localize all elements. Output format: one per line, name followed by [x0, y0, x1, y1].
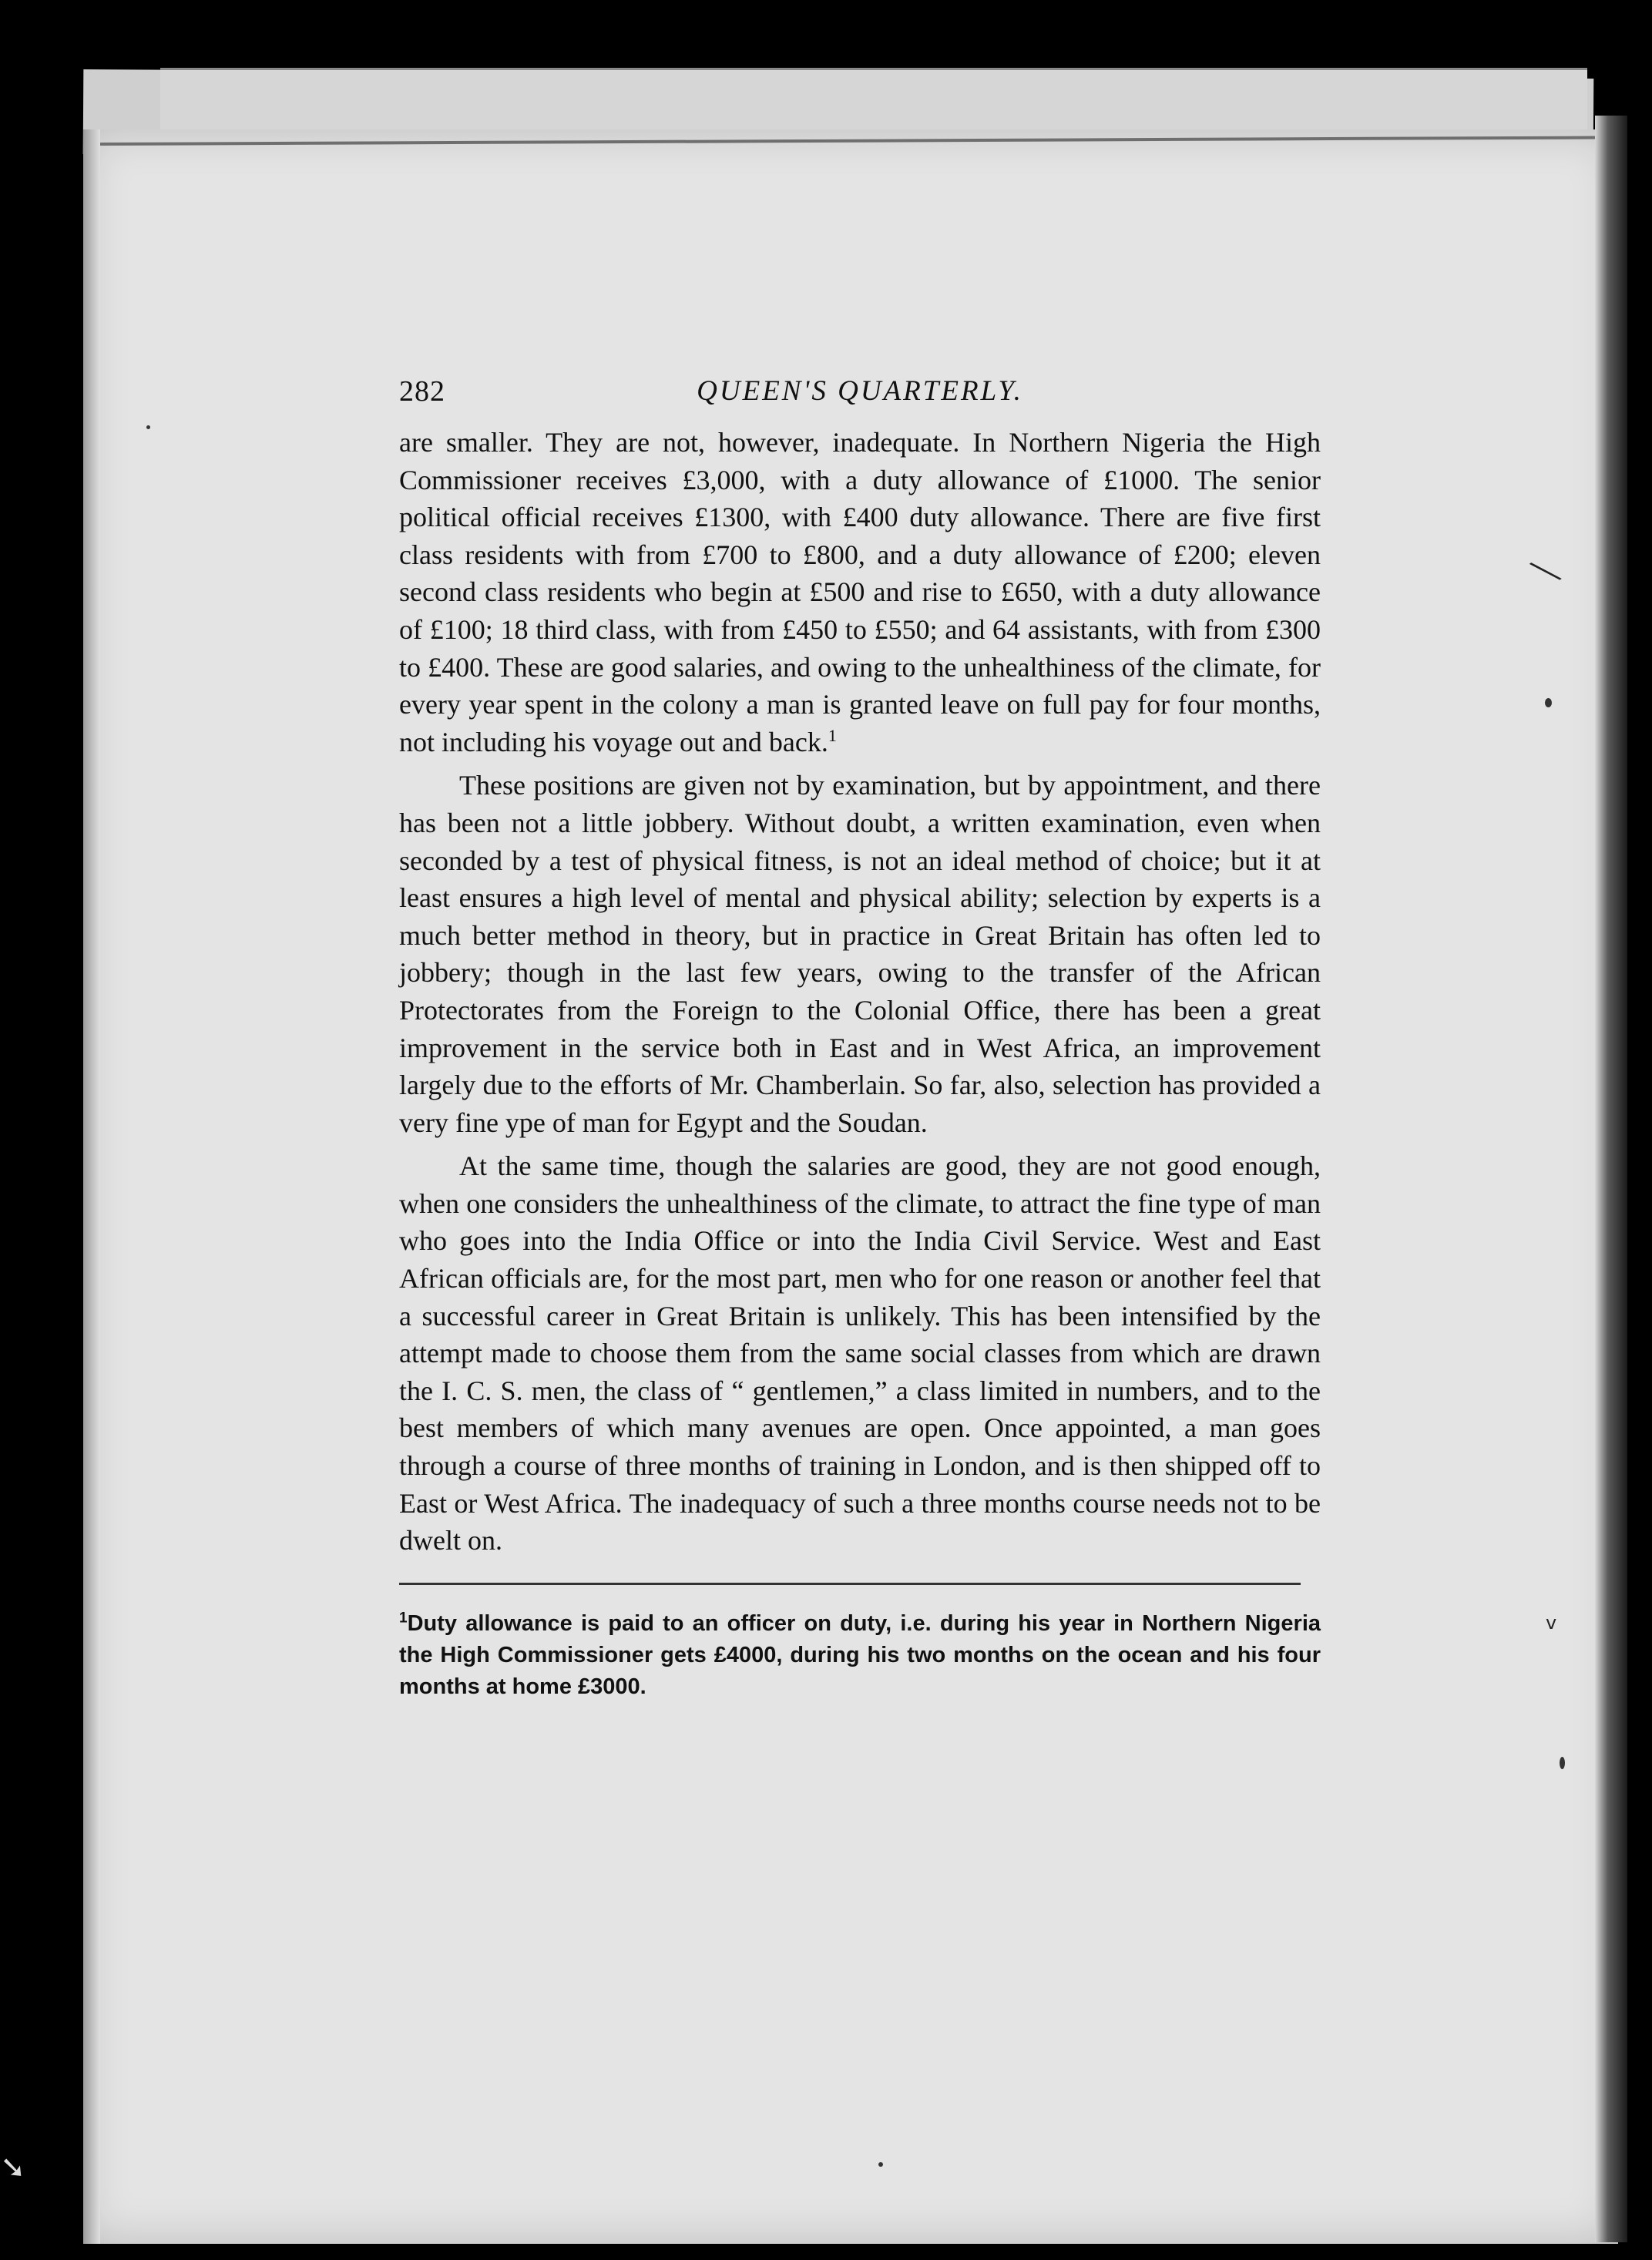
- footnote: [399, 1608, 1321, 1703]
- margin-speck: [1545, 698, 1552, 707]
- footnote-rule: [399, 1583, 1301, 1585]
- margin-mark: ╲: [1530, 554, 1562, 589]
- footnote-marker: 1: [399, 1610, 408, 1627]
- paragraph: At the same time, though the salaries are good, they are not good enough, when one considers the unhealthiness of the climate, to attract the fine type of man who goes into the India Office or into the India Civil Service. West and East African officials are, for the most part, men who for one reason or another feel that a successful career in Great Britain is unlikely. This has been intensified by the attempt made to choose them from the same social classes from which are drawn the I. C. S. men, the class of “ gentlemen,” a class limited in numbers, and to the best members of which many avenues are open. Once appointed, a man goes through a course of three months of training in London, and is then shipped off to East or West Africa. The inadequacy of such a three months course needs not to be dwelt on.: [399, 1150, 1321, 1556]
- footnote-text: Duty allowance is paid to an officer on duty, i.e. during his year in Northern Nigeria the High Commissioner gets £4000, during his two months on the ocean and his four months at home £3000.: [399, 1610, 1321, 1699]
- footnote-reference: 1: [828, 725, 837, 745]
- running-head: [399, 364, 1321, 416]
- paragraph-text: are smaller. They are not, however, inadequate. In Northern Nigeria the High Commissioner receives £3,000, with a duty allowance of £1000. The senior political official receives £1300, with £400 duty allowance. There are five first class residents with from £700 to £800, and a duty allowance of £200; eleven second class residents who begin at £500 and rise to £650, with a duty allowance of £100; 18 third class, with from £450 to £550; and 64 assistants, with from £300 to £400. These are good salaries, and owing to the unhealthiness of the climate, for every year spent in the colony a man is granted leave on full pay for four months, not including his voyage out and back.: [399, 427, 1321, 757]
- text-block: [399, 364, 1321, 1703]
- margin-speck: [146, 425, 150, 429]
- margin-speck: [1560, 1757, 1565, 1769]
- journal-title: QUEEN'S QUARTERLY.: [697, 375, 1023, 407]
- page-right-edge: [1595, 116, 1627, 2242]
- margin-mark: ➘: [0, 2150, 26, 2185]
- paragraph: These positions are given not by examination, but by appointment, and there has been not a little jobbery. Without doubt, a written examination, even when seconded by a test of physical fitness, is not an ideal method of choice; but it at least ensures a high level of mental and physical ability; selection by experts is a much better method in theory, but in practice in Great Britain has often led to jobbery; though in the last few years, owing to the transfer of the African Protectorates from the Foreign to the Colonial Office, there has been a great improvement in the service both in East and in West Africa, an improvement largely due to the efforts of Mr. Chamberlain. So far, also, selection has provided a very fine ype of man for Egypt and the Soudan.: [399, 770, 1321, 1138]
- paragraph: [399, 424, 1321, 761]
- page-left-edge: [83, 129, 100, 2244]
- margin-mark: v: [1546, 1612, 1557, 1634]
- margin-speck: [878, 2162, 883, 2167]
- page-number: 282: [399, 375, 445, 408]
